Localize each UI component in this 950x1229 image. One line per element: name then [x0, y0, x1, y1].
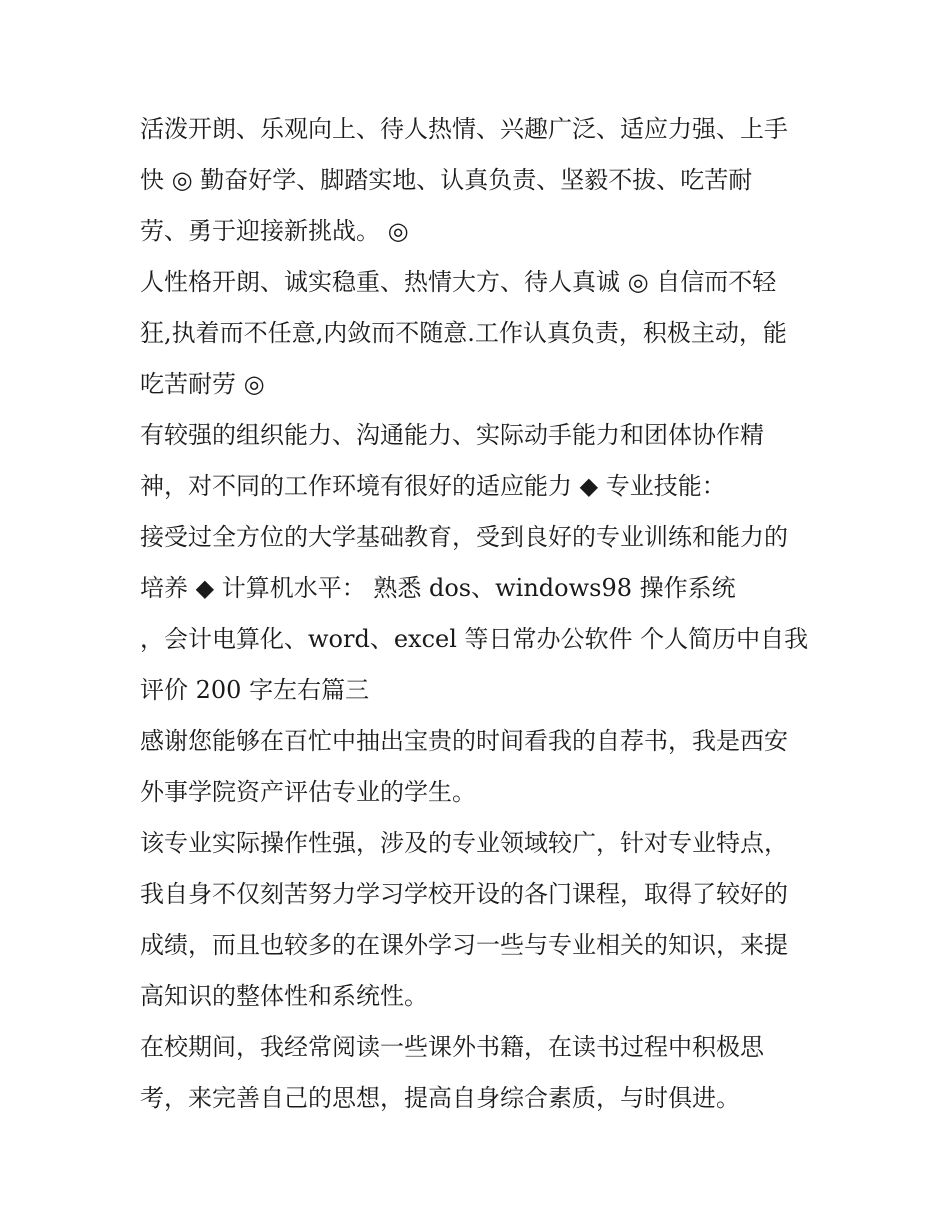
text-line: 接受过全方位的大学基础教育，受到良好的专业训练和能力的: [140, 523, 788, 551]
text-line: 考，来完善自己的思想，提高自身综合素质，与时俱进。: [140, 1084, 740, 1112]
text-line: 在校期间，我经常阅读一些课外书籍，在读书过程中积极思: [140, 1033, 764, 1061]
text-line: 快 ◎ 勤奋好学、脚踏实地、认真负责、坚毅不拔、吃苦耐: [140, 166, 753, 194]
text-line: 活泼开朗、乐观向上、待人热情、兴趣广泛、适应力强、上手: [140, 115, 788, 143]
paragraph-2: [140, 257, 820, 410]
paragraph-8: [140, 1022, 820, 1124]
paragraph-5: [140, 614, 820, 716]
text-line: 评价 200 字左右篇三: [140, 676, 370, 704]
text-line: 外事学院资产评估专业的学生。: [140, 778, 476, 806]
paragraph-4: [140, 512, 820, 614]
text-line: 感谢您能够在百忙中抽出宝贵的时间看我的自荐书，我是西安: [140, 727, 788, 755]
paragraph-6: [140, 716, 820, 818]
text-line: 有较强的组织能力、沟通能力、实际动手能力和团体协作精: [140, 421, 764, 449]
text-line: 该专业实际操作性强，涉及的专业领域较广，针对专业特点，: [140, 829, 788, 857]
text-line: ，会计电算化、word、excel 等日常办公软件 个人简历中自我: [140, 625, 809, 653]
text-line: 高知识的整体性和系统性。: [140, 982, 428, 1010]
text-line: 成绩，而且也较多的在课外学习一些与专业相关的知识，来提: [140, 931, 788, 959]
text-line: 狂,执着而不任意,内敛而不随意.工作认真负责，积极主动，能: [140, 319, 787, 347]
text-line: 人性格开朗、诚实稳重、热情大方、待人真诚 ◎ 自信而不轻: [140, 268, 777, 296]
document-body: [140, 104, 820, 1124]
text-line: 神，对不同的工作环境有很好的适应能力 ◆ 专业技能：: [140, 472, 726, 500]
text-line: 培养 ◆ 计算机水平： 熟悉 dos、windows98 操作系统: [140, 574, 736, 602]
paragraph-3: [140, 410, 820, 512]
text-line: 劳、勇于迎接新挑战。 ◎: [140, 217, 409, 245]
paragraph-7: [140, 818, 820, 1022]
paragraph-1: [140, 104, 820, 257]
text-line: 我自身不仅刻苦努力学习学校开设的各门课程，取得了较好的: [140, 880, 788, 908]
text-line: 吃苦耐劳 ◎: [140, 370, 265, 398]
